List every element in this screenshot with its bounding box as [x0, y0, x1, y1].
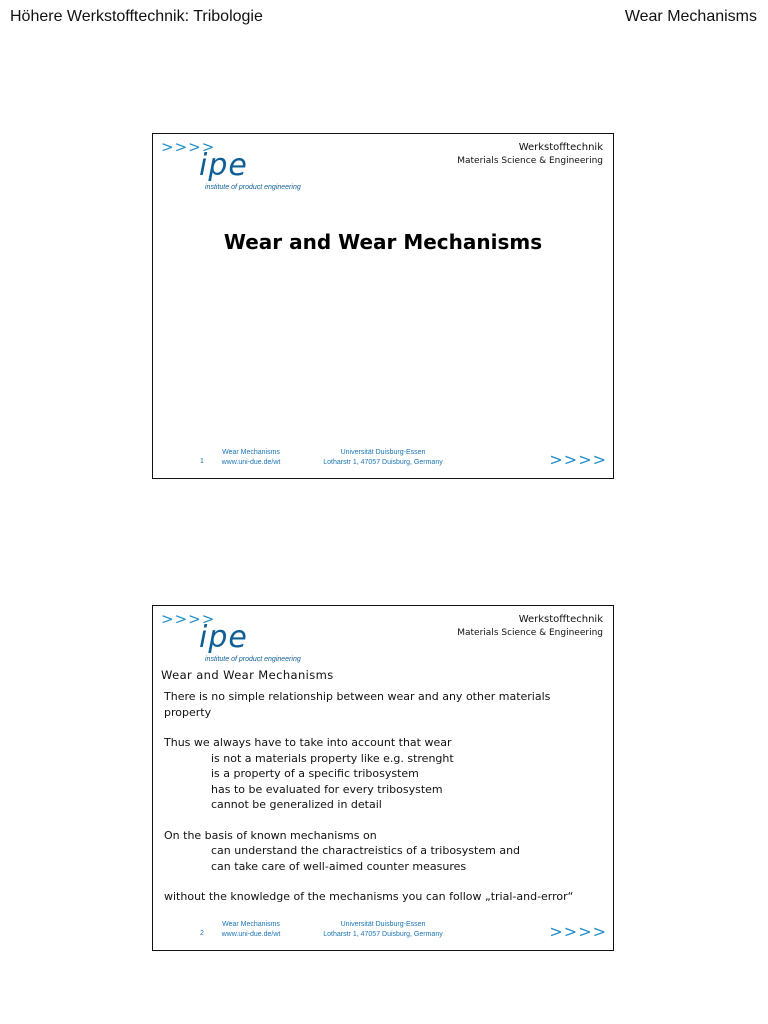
slide-number: 2 — [200, 930, 204, 937]
institution — [457, 142, 603, 166]
footer-university: Universität Duisburg-Essen — [340, 921, 426, 928]
footer-topic: Wear Mechanisms — [222, 921, 280, 928]
list-item: is a property of a specific tribosystem — [211, 767, 419, 780]
footer-arrows-icon: >>>> — [549, 450, 607, 469]
slide-footer — [153, 446, 613, 470]
slide-body — [164, 689, 604, 920]
list-item: is not a materials property like e.g. strenght — [211, 751, 454, 765]
arrows-icon: >>>> — [161, 138, 216, 156]
text-line: Thus we always have to take into account that wear — [164, 736, 452, 749]
slide-number: 1 — [200, 458, 204, 465]
list-item: can understand the charactreistics of a tribosystem and — [211, 844, 521, 857]
footer-url: www.uni-due.de/wt — [221, 459, 281, 466]
paragraph-3 — [164, 828, 604, 875]
text-line: On the basis of known mechanisms on — [164, 828, 377, 842]
slide-title: Wear and Wear Mechanisms — [161, 668, 334, 682]
institution-name: Werkstofftechnik — [518, 614, 603, 625]
ipe-logo — [159, 138, 329, 196]
arrows-icon: >>>> — [161, 610, 216, 628]
institution — [457, 614, 603, 638]
page-header-section: Wear Mechanisms — [624, 8, 757, 25]
footer-street: Lotharstr 1, 47057 Duisburg, Germany — [323, 459, 443, 466]
footer-address — [313, 920, 453, 940]
page-header-title: Höhere Werkstofftechnik: Tribologie — [10, 8, 263, 25]
logo-name: ipe — [199, 148, 248, 183]
logo-subtitle: institute of product engineering — [205, 184, 301, 191]
institution-name: Werkstofftechnik — [518, 142, 603, 153]
list-item: has to be evaluated for every tribosystem — [211, 782, 443, 796]
institution-subtitle: Materials Science & Engineering — [457, 156, 603, 166]
text-line: without the knowledge of the mechanisms you can follow „trial-and-error“ — [164, 890, 574, 903]
paragraph-1 — [164, 689, 604, 720]
slide-title: Wear and Wear Mechanisms — [223, 230, 543, 254]
logo-name: ipe — [199, 620, 248, 655]
text-line: There is no simple relationship between wear and any other materials — [164, 690, 551, 703]
footer-left — [211, 920, 291, 940]
footer-university: Universität Duisburg-Essen — [340, 449, 426, 456]
text-line: property — [164, 705, 212, 719]
slide-footer — [153, 918, 613, 942]
ipe-logo — [159, 610, 329, 668]
paragraph-4 — [164, 889, 604, 905]
footer-left — [211, 448, 291, 468]
footer-topic: Wear Mechanisms — [222, 449, 280, 456]
paragraph-2 — [164, 735, 604, 813]
footer-street: Lotharstr 1, 47057 Duisburg, Germany — [323, 931, 443, 938]
slide-1 — [152, 133, 614, 479]
list-item: cannot be generalized in detail — [211, 798, 382, 811]
footer-address — [313, 448, 453, 468]
list-item: can take care of well-aimed counter measures — [211, 859, 467, 873]
logo-subtitle: institute of product engineering — [205, 656, 301, 663]
slide-2 — [152, 605, 614, 951]
footer-arrows-icon: >>>> — [549, 922, 607, 941]
institution-subtitle: Materials Science & Engineering — [457, 628, 603, 638]
footer-url: www.uni-due.de/wt — [221, 931, 281, 938]
